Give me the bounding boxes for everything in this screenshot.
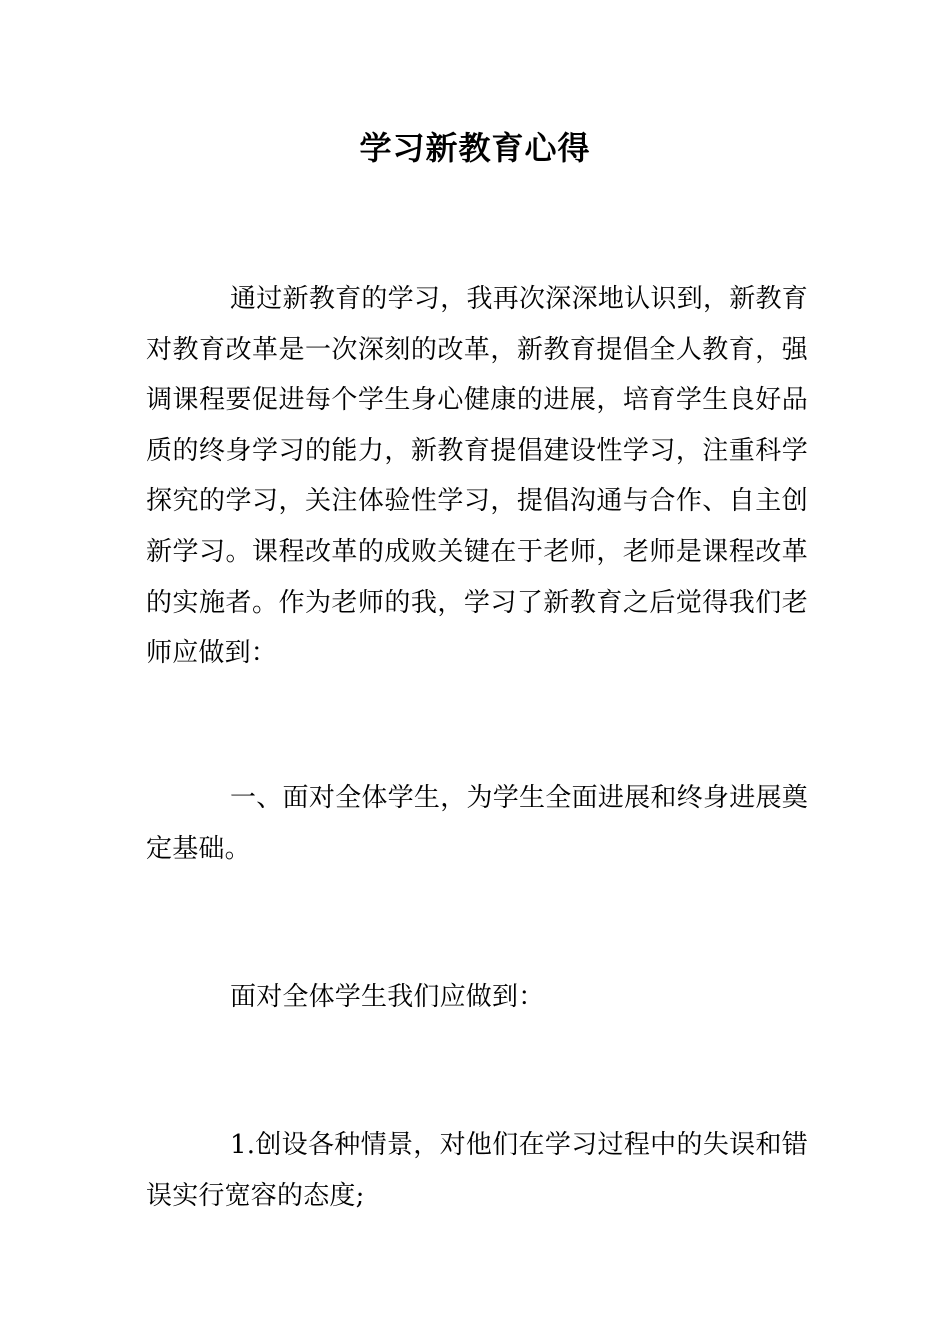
paragraph-section-one-heading: 一、面对全体学生，为学生全面进展和终身进展奠定基础。 xyxy=(146,783,808,864)
paragraph-item-one: 1.创设各种情景，对他们在学习过程中的失误和错误实行宽容的态度; xyxy=(146,1130,808,1211)
paragraph-section-one-lead: 面对全体学生我们应做到： xyxy=(230,982,545,1012)
paragraph-intro: 通过新教育的学习，我再次深深地认识到，新教育对教育改革是一次深刻的改革，新教育提倡全人教育，强调课程要促进每个学生身心健康的进展，培育学生良好品质的终身学习的能力，新教育提倡建设性学习，注重科学探究的学习，关注体验性学习，提倡沟通与合作、自主创新学习。课程改革的成败关键在于老师，老师是课程改革的实施者。作为老师的我，学习了新教育之后觉得我们老师应做到： xyxy=(146,284,808,669)
document-title: 学习新教育心得 xyxy=(359,129,591,167)
